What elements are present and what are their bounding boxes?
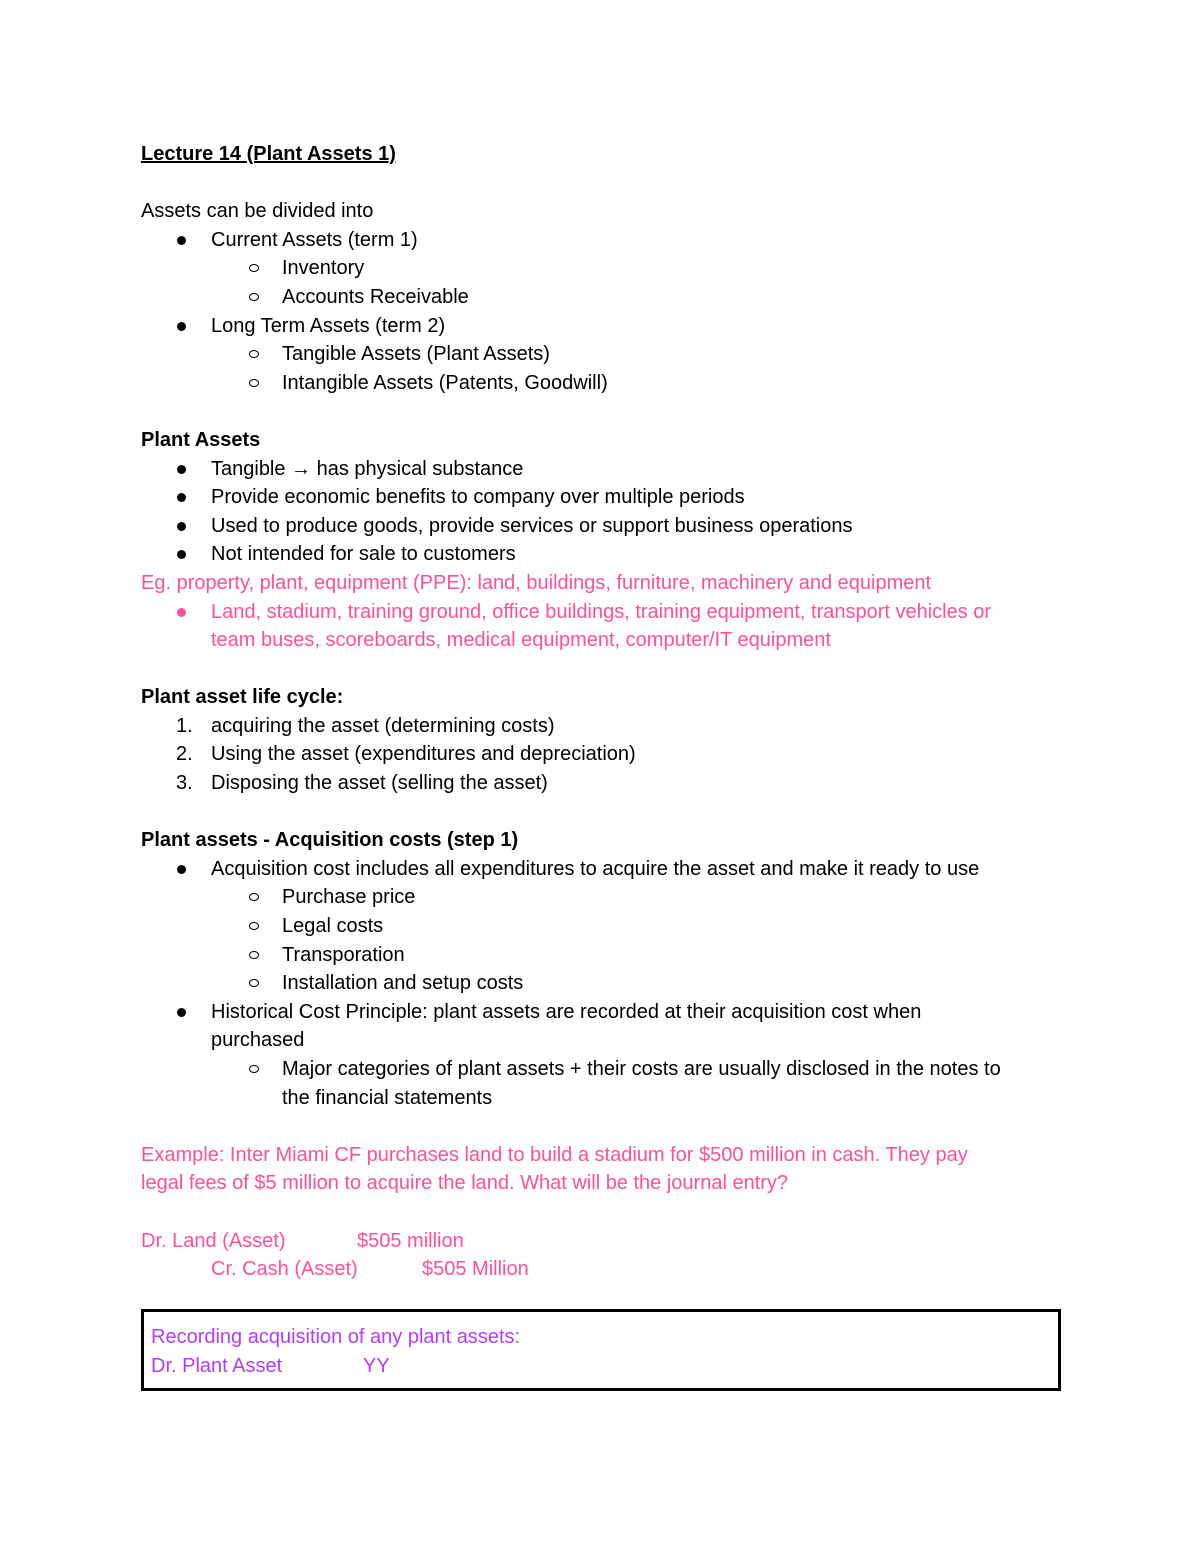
list-item: Accounts Receivable bbox=[141, 283, 1071, 312]
list-item: Tangible → has physical substance bbox=[141, 455, 1071, 484]
list-item: Installation and setup costs bbox=[141, 969, 1071, 998]
example-question: Example: Inter Miami CF purchases land to build a stadium for $500 million in cash. They pay bbox=[141, 1143, 968, 1166]
credit-amount: $505 Million bbox=[422, 1258, 529, 1281]
box-debit-row bbox=[151, 1352, 1031, 1381]
box-debit-account: Dr. Plant Asset bbox=[151, 1354, 283, 1377]
list-item: Legal costs bbox=[141, 912, 1071, 941]
journal-debit-row bbox=[141, 1227, 1071, 1256]
journal-credit-row bbox=[141, 1255, 1071, 1284]
page-title: Lecture 14 (Plant Assets 1) bbox=[141, 143, 396, 165]
section-heading-life-cycle: Plant asset life cycle: bbox=[141, 686, 344, 709]
summary-box bbox=[141, 1309, 1061, 1391]
list-item: Used to produce goods, provide services or support business operations bbox=[141, 512, 1071, 541]
ppe-example: Eg. property, plant, equipment (PPE): land, buildings, furniture, machinery and equipment bbox=[141, 571, 932, 594]
list-item: Acquisition cost includes all expenditures to acquire the asset and make it ready to use bbox=[141, 855, 1071, 884]
debit-account: Dr. Land (Asset) bbox=[141, 1229, 286, 1252]
numbered-item: 3. Disposing the asset (selling the asset) bbox=[141, 769, 1071, 798]
intro-text: Assets can be divided into bbox=[141, 200, 374, 223]
list-item: Major categories of plant assets + their costs are usually disclosed in the notes to bbox=[141, 1055, 1071, 1084]
numbered-item: 2. Using the asset (expenditures and depreciation) bbox=[141, 740, 1071, 769]
section-heading-plant-assets: Plant Assets bbox=[141, 428, 261, 451]
list-item: Not intended for sale to customers bbox=[141, 540, 1071, 569]
list-item: Inventory bbox=[141, 254, 1071, 283]
list-item: Long Term Assets (term 2) bbox=[141, 312, 1071, 341]
list-item: Provide economic benefits to company over multiple periods bbox=[141, 483, 1071, 512]
section-heading-acquisition: Plant assets - Acquisition costs (step 1) bbox=[141, 829, 519, 852]
item-number: 3. bbox=[176, 772, 193, 795]
list-item: Intangible Assets (Patents, Goodwill) bbox=[141, 369, 1071, 398]
list-item-continuation: team buses, scoreboards, medical equipment, computer/IT equipment bbox=[211, 629, 831, 652]
item-number: 2. bbox=[176, 743, 193, 766]
list-item: Transporation bbox=[141, 941, 1071, 970]
box-debit-amount: YY bbox=[363, 1354, 390, 1377]
list-item: Tangible Assets (Plant Assets) bbox=[141, 340, 1071, 369]
list-item: Land, stadium, training ground, office buildings, training equipment, transport vehicles or bbox=[141, 598, 1071, 627]
example-question-cont: legal fees of $5 million to acquire the land. What will be the journal entry? bbox=[141, 1172, 789, 1195]
credit-account: Cr. Cash (Asset) bbox=[211, 1258, 358, 1281]
list-item-continuation: the financial statements bbox=[282, 1086, 493, 1109]
document-body bbox=[141, 140, 1071, 1284]
list-item-continuation: purchased bbox=[211, 1029, 305, 1052]
list-item: Current Assets (term 1) bbox=[141, 226, 1071, 255]
debit-amount: $505 million bbox=[357, 1229, 464, 1252]
numbered-item: 1. acquiring the asset (determining costs) bbox=[141, 712, 1071, 741]
list-item: Historical Cost Principle: plant assets are recorded at their acquisition cost when bbox=[141, 998, 1071, 1027]
item-number: 1. bbox=[176, 714, 193, 737]
list-item: Purchase price bbox=[141, 883, 1071, 912]
box-title: Recording acquisition of any plant assets: bbox=[151, 1326, 521, 1348]
